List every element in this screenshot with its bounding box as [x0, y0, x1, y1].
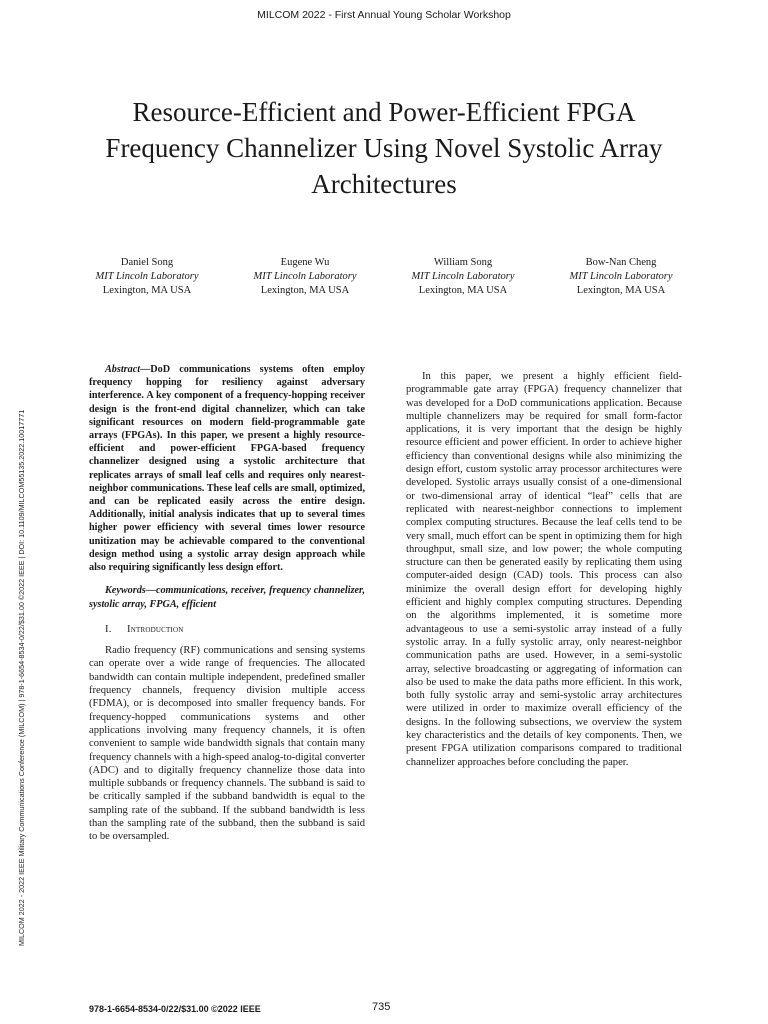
section-title: Introduction [127, 623, 184, 635]
keywords: Keywords—communications, receiver, frequency channelizer, systolic array, FPGA, efficient [89, 585, 365, 610]
conference-header: MILCOM 2022 - First Annual Young Scholar Workshop [257, 9, 511, 21]
abstract [89, 363, 365, 574]
author-name: William Song [433, 257, 493, 268]
right-column [406, 370, 682, 769]
author-name: Bow-Nan Cheng [585, 257, 657, 268]
author-block-4 [536, 256, 706, 298]
author-affiliation: MIT Lincoln Laboratory [411, 271, 515, 282]
author-name: Daniel Song [120, 257, 174, 268]
author-location: Lexington, MA USA [418, 285, 508, 296]
author-location: Lexington, MA USA [576, 285, 666, 296]
left-column [89, 363, 365, 844]
author-affiliation: MIT Lincoln Laboratory [95, 271, 199, 282]
page-number: 735 [372, 1001, 391, 1013]
author-affiliation: MIT Lincoln Laboratory [253, 271, 357, 282]
section-number: I. [105, 623, 112, 635]
doi-side-note: MILCOM 2022 - 2022 IEEE Military Communications Conference (MILCOM) | 978-1-6654-8534-0/22/$31.00 ©2022 IEEE | DOI: 10.1109/MILCOM55135.2022.10017771 [17, 409, 26, 946]
author-affiliation: MIT Lincoln Laboratory [569, 271, 673, 282]
intro-paragraph-1: Radio frequency (RF) communications and sensing systems can operate over a wide range of frequencies. The allocated bandwidth can contain multiple independent, predefined smaller frequency channels, frequency division multiple access (FDMA), or is decomposed into smaller frequency bands. For frequency-hopped communications systems and other applications involving many frequency channels, it is often convenient to sample wide bandwidth signals that contain many frequency channels with a high-speed analog-to-digital converter (ADC) and to digitally frequency channelize those data into multiple subbands or frequency channels. The subband is said to be critically sampled if the subband bandwidth is equal to the sampling rate of the subband. If the subband bandwidth is less than the sampling rate of the subband, then the subband is said to be oversampled. [89, 645, 365, 843]
author-block-2 [220, 256, 390, 298]
abstract-lead: Abstract [105, 364, 141, 375]
section-heading-introduction [105, 623, 365, 636]
abstract-text: —DoD communications systems often employ frequency hopping for resiliency against adversary interference. A key component of a frequency-hopping receiver design is the front-end digital channelizer, which can take significant resources on modern field-programmable gate arrays (FPGAs). In this paper, we present a highly resource-efficient and power-efficient FPGA-based frequency channelizer designed using a systolic architecture that replicates arrays of small leaf cells and requires only nearest-neighbor communications. These leaf cells are small, optimized, and can be replicated easily across the entire design. Additionally, initial analysis indicates that up to several times higher power efficiency with several times lower resource unitization may be achievable compared to the conventional design method using a systolic array design approach while also requiring significantly less design effort. [89, 364, 365, 574]
author-name: Eugene Wu [280, 257, 330, 268]
author-block-1 [62, 256, 232, 298]
footer-copyright: 978-1-6654-8534-0/22/$31.00 ©2022 IEEE [89, 1004, 261, 1014]
author-block-3 [378, 256, 548, 298]
author-location: Lexington, MA USA [260, 285, 350, 296]
author-location: Lexington, MA USA [102, 285, 192, 296]
intro-paragraph-2: In this paper, we present a highly efficient field-programmable gate array (FPGA) frequency channelizer that was developed for a DoD communications application. Because multiple channelizers may be required for small form-factor applications, it is very important that the design be highly resource efficient and power efficient. In order to achieve higher efficiency than conventional designs while also minimizing the design effort, custom systolic array processor architectures were developed. Systolic arrays usually consist of a one-dimensional or two-dimensional array of identical “leaf” cells that are replicated with nearest-neighbor connections to implement complex computing structures. Because the leaf cells tend to be very small, much effort can be spent in optimizing them for high throughput, small size, and low power; the whole computing structure can then be generated easily by replicating them using computer-aided design (CAD) tools. This process can also minimize the overall design effort for developing highly efficient and highly complex computing structures. Depending on the algorithms implemented, it is sometime more advantageous to use a semi-systolic array instead of a fully systolic array. In a fully systolic array, only nearest-neighbor communication paths are used. However, in a semi-systolic array, selective broadcasting or aggregating of information can also be used to make the data paths more efficient. In this work, both fully systolic array and semi-systolic array architectures were utilized in order to maximize overall efficiency of the designs. In the following subsections, we overview the system key characteristics and the details of key components. Then, we present FPGA utilization comparisons compared to traditional channelizer approaches before concluding the paper. [406, 371, 682, 768]
paper-title: Resource-Efficient and Power-Efficient FPGA Frequency Channelizer Using Novel Systolic Array Architectures [105, 97, 663, 199]
